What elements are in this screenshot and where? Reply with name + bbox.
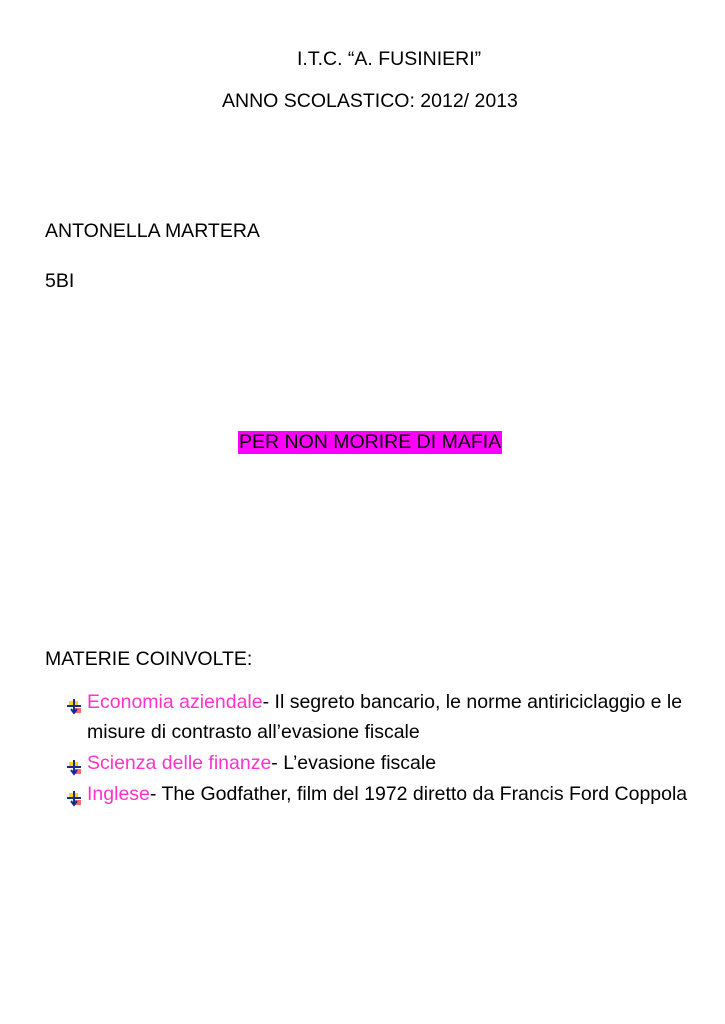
subject-name: Inglese xyxy=(87,783,150,805)
student-name: ANTONELLA MARTERA xyxy=(45,220,260,242)
subject-list xyxy=(66,687,696,810)
arrow-bullet-icon xyxy=(66,694,84,710)
subjects-heading: MATERIE COINVOLTE: xyxy=(45,648,253,670)
subject-description: - Il segreto bancario, le norme antiriciclaggio e le misure di contrasto all’evasione fiscale xyxy=(87,691,683,743)
school-year: ANNO SCOLASTICO: 2012/ 2013 xyxy=(222,90,518,112)
subject-item-economia xyxy=(66,687,696,747)
arrow-bullet-icon xyxy=(66,786,84,802)
subject-item-inglese xyxy=(66,779,696,809)
subject-item-scienza xyxy=(66,748,696,778)
arrow-bullet-icon xyxy=(66,755,84,771)
document-title: PER NON MORIRE DI MAFIA xyxy=(239,431,502,453)
subject-name: Scienza delle finanze xyxy=(87,752,272,774)
subject-description: - L’evasione fiscale xyxy=(271,752,437,774)
student-class: 5BI xyxy=(45,270,75,292)
subject-name: Economia aziendale xyxy=(87,691,263,713)
subject-description: - The Godfather, film del 1972 diretto da Francis Ford Coppola xyxy=(149,783,688,805)
school-name: I.T.C. “A. FUSINIERI” xyxy=(297,48,482,70)
